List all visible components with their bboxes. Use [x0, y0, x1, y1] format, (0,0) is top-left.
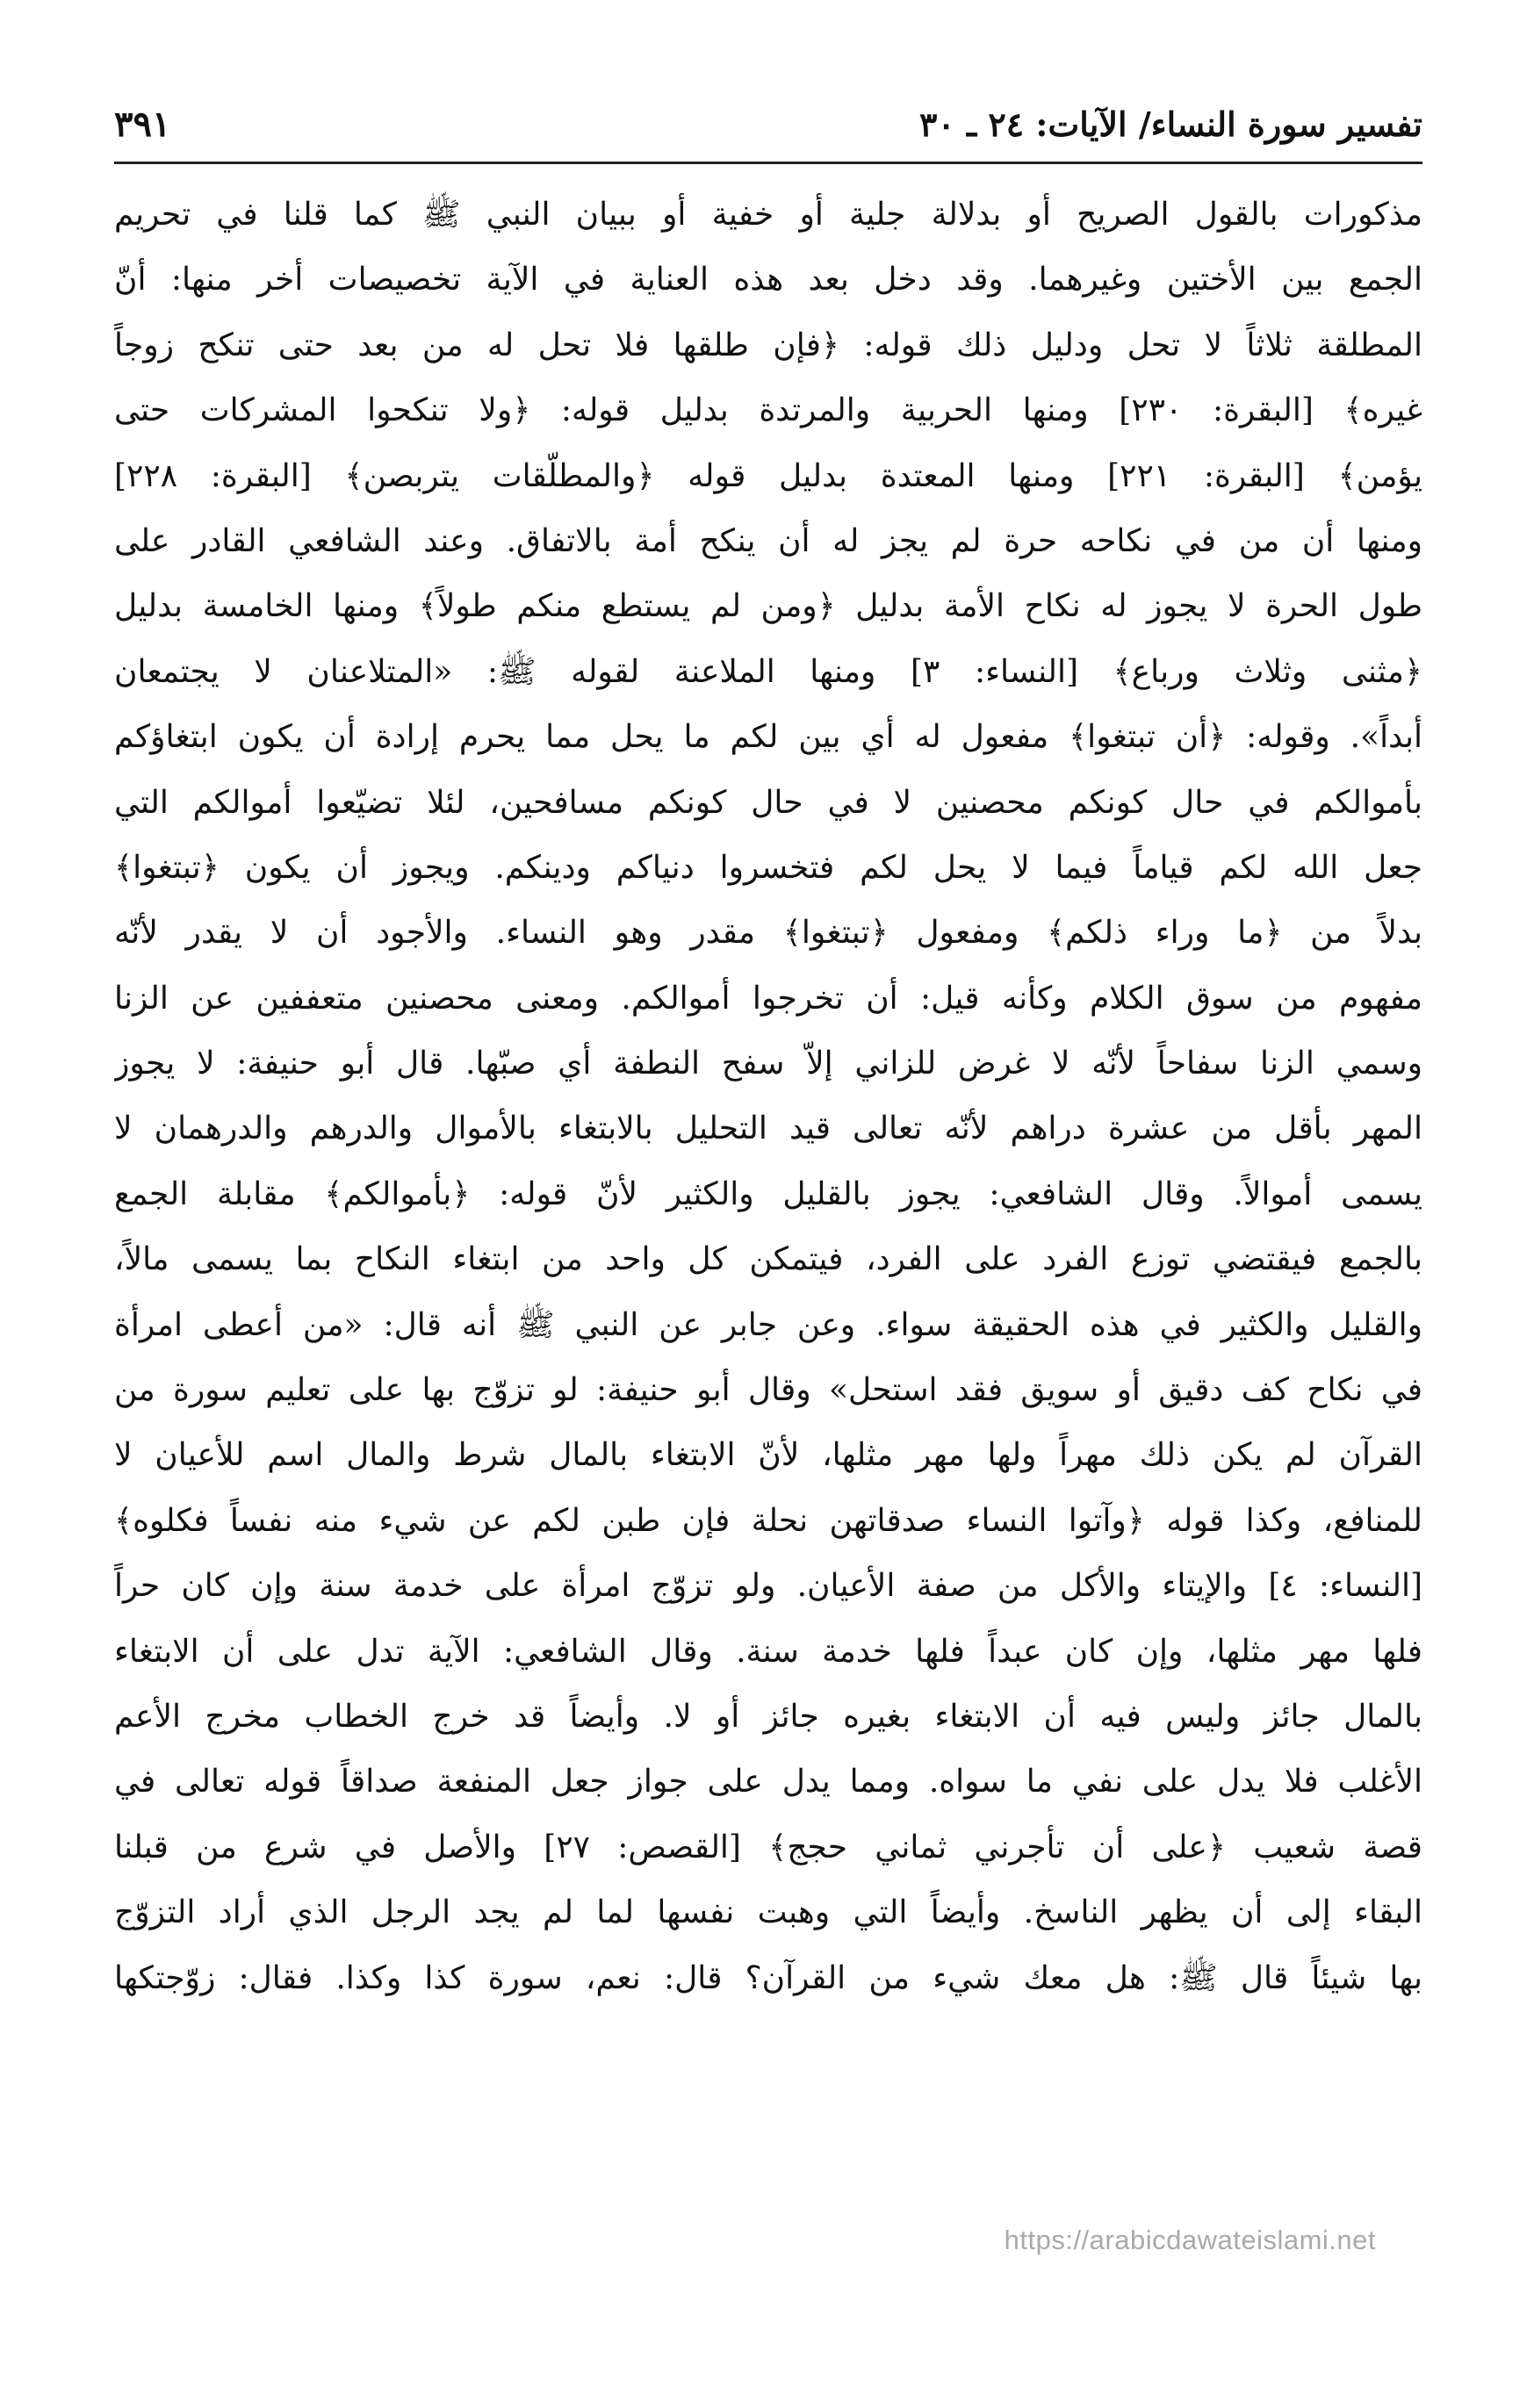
text-line: في نكاح كف دقيق أو سويق فقد استحل» وقال أبو حنيفة: لو تزوّج بها على تعليم سورة من	[114, 1372, 1422, 1409]
text-line: الأغلب فلا يدل على نفي ما سواه. ومما يدل على جواز جعل المنفعة صداقاً قوله تعالى في	[114, 1764, 1422, 1801]
text-line: غيره﴾ [البقرة: ٢٣٠] ومنها الحربية والمرتدة بدليل قوله: ﴿ولا تنكحوا المشركات حتى	[114, 392, 1422, 429]
text-line: بأموالكم في حال كونكم محصنين لا في حال كونكم مسافحين، لئلا تضيّعوا أموالكم التي	[114, 784, 1422, 821]
text-line: القرآن لم يكن ذلك مهراً ولها مهر مثلها، لأنّ الابتغاء بالمال شرط والمال اسم للأعيان لا	[114, 1437, 1422, 1474]
page-number: ٣٩١	[114, 104, 171, 145]
running-header	[114, 98, 1422, 160]
text-line: [النساء: ٤] والإيتاء والأكل من صفة الأعيان. ولو تزوّج امرأة على خدمة سنة وإن كان حراً	[114, 1568, 1422, 1605]
text-line: والقليل والكثير في هذه الحقيقة سواء. وعن جابر عن النبي ﷺ أنه قال: «من أعطى امرأة	[114, 1306, 1422, 1343]
header-title: تفسير سورة النساء/ الآيات: ٢٤ ـ ٣٠	[918, 104, 1422, 144]
text-line: البقاء إلى أن يظهر الناسخ. وأيضاً التي وهبت نفسها لما لم يجد الرجل الذي أراد التزوّج	[114, 1894, 1422, 1931]
text-line: قصة شعيب ﴿على أن تأجرني ثماني حجج﴾ [القصص: ٢٧] والأصل في شرع من قبلنا	[114, 1829, 1422, 1865]
header-divider	[114, 162, 1422, 164]
text-line: ومنها أن من في نكاحه حرة لم يجز له أن ينكح أمة بالاتفاق. وعند الشافعي القادر على	[114, 522, 1422, 559]
text-line: بالمال جائز وليس فيه أن الابتغاء بغيره جائز أو لا. وأيضاً قد خرج الخطاب مخرج الأعم	[114, 1698, 1422, 1735]
text-line: بها شيئاً قال ﷺ: هل معك شيء من القرآن؟ قال: نعم، سورة كذا وكذا. فقال: زوّجتكها	[114, 1959, 1422, 1996]
watermark-url: https://arabicdawateislami.net	[1004, 2225, 1376, 2255]
text-line: مذكورات بالقول الصريح أو بدلالة جلية أو خفية أو ببيان النبي ﷺ كما قلنا في تحريم	[114, 197, 1422, 233]
text-line: أبداً». وقوله: ﴿أن تبتغوا﴾ مفعول له أي بين لكم ما يحل مما يحرم إرادة أن يكون ابتغاؤكم	[114, 719, 1422, 756]
text-line: جعل الله لكم قياماً فيما لا يحل لكم فتخسروا دنياكم ودينكم. ويجوز أن يكون ﴿تبتغوا﴾	[114, 849, 1422, 886]
text-line: للمنافع، وكذا قوله ﴿وآتوا النساء صدقاتهن نحلة فإن طبن لكم عن شيء منه نفساً فكلوه﴾	[114, 1502, 1422, 1539]
text-line: مفهوم من سوق الكلام وكأنه قيل: أن تخرجوا أموالكم. ومعنى محصنين متعففين عن الزنا	[114, 980, 1422, 1017]
text-line: فلها مهر مثلها، وإن كان عبداً فلها خدمة سنة. وقال الشافعي: الآية تدل على أن الابتغاء	[114, 1633, 1422, 1670]
text-line: بدلاً من ﴿ما وراء ذلكم﴾ ومفعول ﴿تبتغوا﴾ مقدر وهو النساء. والأجود أن لا يقدر لأنّه	[114, 915, 1422, 952]
text-line: المهر بأقل من عشرة دراهم لأنّه تعالى قيد التحليل بالابتغاء بالأموال والدرهم والدرهمان لا	[114, 1111, 1422, 1147]
text-line: بالجمع فيقتضي توزع الفرد على الفرد، فيتمكن كل واحد من ابتغاء النكاح بما يسمى مالاً،	[114, 1241, 1422, 1278]
text-line: وسمي الزنا سفاحاً لأنّه لا غرض للزاني إلاّ سفح النطفة أي صبّها. قال أبو حنيفة: لا يجوز	[114, 1046, 1422, 1082]
text-line: طول الحرة لا يجوز له نكاح الأمة بدليل ﴿ومن لم يستطع منكم طولاً﴾ ومنها الخامسة بدليل	[114, 588, 1422, 625]
text-line: يسمى أموالاً. وقال الشافعي: يجوز بالقليل والكثير لأنّ قوله: ﴿بأموالكم﴾ مقابلة الجمع	[114, 1175, 1422, 1212]
text-line: الجمع بين الأختين وغيرهما. وقد دخل بعد هذه العناية في الآية تخصيصات أخر منها: أنّ	[114, 262, 1422, 298]
text-line: ﴿مثنى وثلاث ورباع﴾ [النساء: ٣] ومنها الملاعنة لقوله ﷺ: «المتلاعنان لا يجتمعان	[114, 653, 1422, 690]
text-line: المطلقة ثلاثاً لا تحل ودليل ذلك قوله: ﴿فإن طلقها فلا تحل له من بعد حتى تنكح زوجاً	[114, 327, 1422, 363]
text-line: يؤمن﴾ [البقرة: ٢٢١] ومنها المعتدة بدليل قوله ﴿والمطلّقات يتربصن﴾ [البقرة: ٢٢٨]	[114, 457, 1422, 494]
body-text	[114, 183, 1422, 2011]
